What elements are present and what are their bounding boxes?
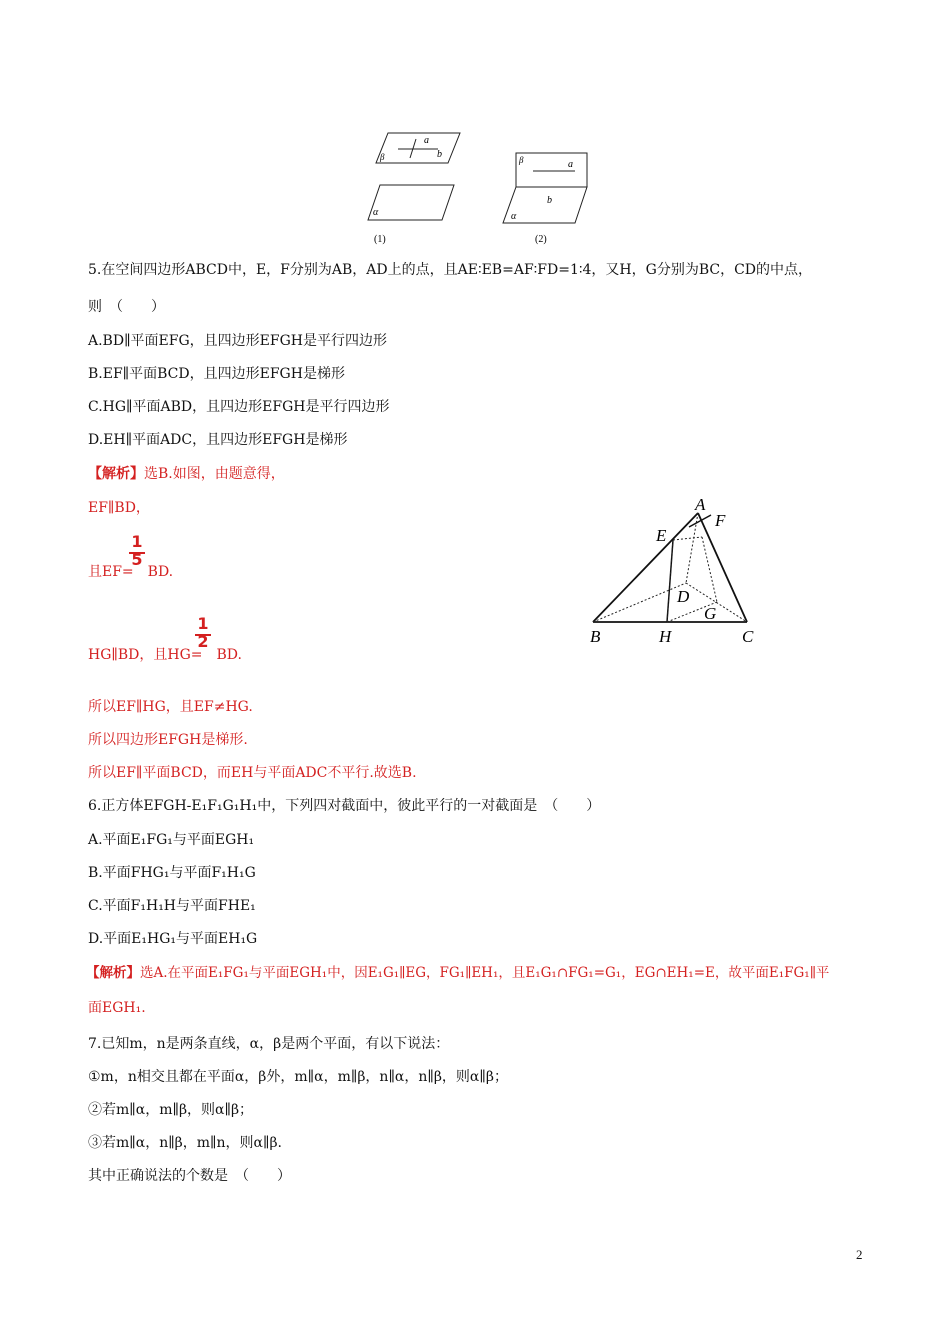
q5-option-b: B.EF∥平面BCD，且四边形EFGH是梯形 [88,366,345,382]
fig1-caption: (1) [374,234,386,245]
q5-line-1: EF∥BD， [88,500,150,516]
fig2-label-b: b [547,195,552,206]
fig1-label-beta: β [380,152,385,162]
q7-stem: 7.已知m，n是两条直线，α，β是两个平面，有以下说法： [88,1036,450,1052]
q6-analysis [86,963,829,983]
q6-option-b: B.平面FHG₁与平面F₁H₁G [88,865,256,881]
fig2-label-beta: β [519,155,524,165]
fig2-label-a: a [568,159,573,170]
q5-option-c: C.HG∥平面ABD，且四边形EFGH是平行四边形 [88,399,390,415]
q5-line-2-suffix: BD. [147,564,174,580]
q5-line-2-prefix: 且EF= [88,564,134,580]
figure-1 [368,133,460,220]
q6-analysis-tag: 【解析】 [86,965,140,981]
vertex-label-A: A [695,495,706,514]
tetrahedron-figure [585,495,765,650]
q5-line-6: 所以EF∥平面BCD，而EH与平面ADC不平行.故选B. [88,765,417,781]
q5-analysis-tag: 【解析】 [88,466,144,482]
q5-line-2 [88,562,173,582]
q6-analysis-text: 选A.在平面E₁FG₁与平面EGH₁中，因E₁G₁∥EG，FG₁∥EH₁，且E₁G₁∩FG₁=G₁，EG∩EH₁=E，故平面E₁FG₁∥平 [140,965,830,981]
page-number: 2 [856,1247,863,1262]
q6-option-d: D.平面E₁HG₁与平面EH₁G [88,931,258,947]
fig2-caption: (2) [535,234,547,245]
q5-line-5: 所以四边形EFGH是梯形. [88,732,248,748]
fraction-1-denominator: 5 [131,550,143,569]
q7-question: 其中正确说法的个数是 （ ） [88,1168,291,1184]
q6-analysis-continued: 面EGH₁. [88,1000,146,1016]
fig1-label-a: a [424,135,429,146]
vertex-label-F: F [715,511,726,530]
q5-analysis [88,464,285,484]
parallel-planes-figure [360,125,600,250]
vertex-label-G: G [704,604,717,623]
q5-line-3-prefix: HG∥BD，且HG= [88,647,203,663]
q7-item-3: ③若m∥α，n∥β，m∥n，则α∥β. [88,1135,282,1151]
vertex-label-C: C [742,627,754,646]
q5-line-4: 所以EF∥HG，且EF≠HG. [88,699,253,715]
q6-stem: 6.正方体EFGH-E₁F₁G₁H₁中，下列四对截面中，彼此平行的一对截面是 （ ） [88,798,601,814]
q5-line-3-suffix: BD. [216,647,242,663]
fig1-label-b: b [437,149,442,160]
q7-item-1: ①m，n相交且都在平面α，β外，m∥α，m∥β，n∥α，n∥β，则α∥β； [88,1069,508,1085]
q7-item-2: ②若m∥α，m∥β，则α∥β； [88,1102,254,1118]
q5-line-3 [88,645,242,665]
q5-option-d: D.EH∥平面ADC，且四边形EFGH是梯形 [88,432,348,448]
fraction-1-numerator: 1 [131,532,143,551]
q5-stem: 5.在空间四边形ABCD中，E，F分别为AB，AD上的点，且AE∶EB=AF∶FD=1∶4，又H，G分别为BC，CD的中点， [88,262,813,278]
q5-stem-continued: 则 （ ） [88,299,165,315]
q6-option-a: A.平面E₁FG₁与平面EGH₁ [88,832,255,848]
fig2-label-alpha: α [511,211,517,222]
q6-option-c: C.平面F₁H₁H与平面FHE₁ [88,898,256,914]
vertex-label-B: B [590,627,601,646]
q5-option-a: A.BD∥平面EFG，且四边形EFGH是平行四边形 [88,333,387,349]
vertex-label-E: E [656,526,667,545]
q5-analysis-lead: 选B.如图，由题意得， [144,466,285,482]
fraction-2-denominator: 2 [197,632,209,651]
vertex-label-D: D [677,587,690,606]
fig1-label-alpha: α [373,207,379,218]
fraction-2-numerator: 1 [197,614,209,633]
vertex-label-H: H [659,627,672,646]
